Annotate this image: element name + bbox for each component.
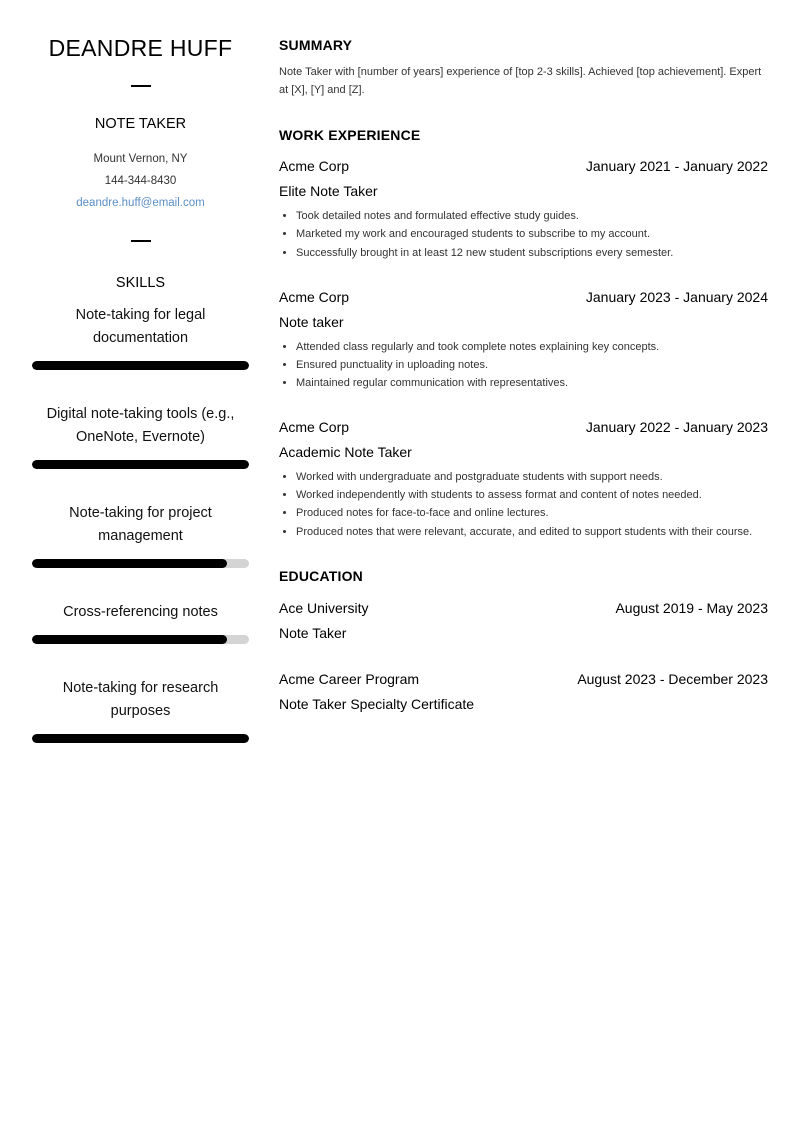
list-item: • Attended class regularly and took complete notes explaining key concepts. <box>296 338 768 356</box>
job-role: NOTE TAKER <box>94 116 187 132</box>
skill-level-bar <box>32 635 249 644</box>
sidebar <box>32 34 249 743</box>
school-name: Acme Career Program <box>279 670 420 687</box>
work-experience-heading: WORK EXPERIENCE <box>279 127 421 143</box>
skill-level-fill <box>32 734 249 743</box>
job-bullets <box>279 207 768 262</box>
job-dates: January 2022 - January 2023 <box>585 418 768 435</box>
degree: Note Taker <box>279 624 347 641</box>
skill-level-bar <box>32 734 249 743</box>
divider <box>131 240 151 242</box>
list-item: • Worked independently with students to assess format and content of notes needed. <box>296 486 768 504</box>
divider <box>131 85 151 87</box>
company-name: Acme Corp <box>279 158 350 174</box>
job-header <box>279 288 768 306</box>
skill-level-fill <box>32 559 227 568</box>
degree: Note Taker Specialty Certificate <box>279 695 475 712</box>
main-content <box>279 36 768 713</box>
list-item: • Worked with undergraduate and postgraduate students with support needs. <box>296 468 768 486</box>
skill-level-bar <box>32 460 249 469</box>
job-entry <box>279 157 768 262</box>
school-name: Ace University <box>279 599 369 616</box>
skill-name: Note-taking for legal documentation <box>75 307 206 346</box>
skill-level-bar <box>32 361 249 370</box>
education-dates: August 2019 - May 2023 <box>615 599 768 616</box>
skill-level-fill <box>32 635 227 644</box>
skill-item <box>32 601 249 644</box>
skill-item <box>32 502 249 568</box>
job-title: Note taker <box>279 313 344 330</box>
list-item: • Produced notes that were relevant, accurate, and edited to support students with their course. <box>296 523 768 541</box>
skill-item <box>32 403 249 469</box>
skill-name: Note-taking for project management <box>69 505 212 544</box>
job-dates: January 2023 - January 2024 <box>585 288 768 305</box>
education-dates: August 2023 - December 2023 <box>577 670 768 687</box>
skill-item <box>32 304 249 370</box>
list-item: • Maintained regular communication with representatives. <box>296 374 768 392</box>
job-title: Academic Note Taker <box>279 443 412 460</box>
list-item: • Ensured punctuality in uploading notes. <box>296 356 768 374</box>
skill-name: Digital note-taking tools (e.g., OneNote, Evernote) <box>46 406 235 445</box>
summary-text: Note Taker with [number of years] experience of [top 2-3 skills]. Achieved [top achievement]. Expert at [X], [Y] and [Z]. <box>279 66 762 96</box>
list-item: • Took detailed notes and formulated effective study guides. <box>296 207 768 225</box>
list-item: • Produced notes for face-to-face and online lectures. <box>296 504 768 522</box>
education-entry <box>279 599 768 642</box>
job-entry <box>279 288 768 393</box>
job-title: Elite Note Taker <box>279 183 378 199</box>
skill-name: Cross-referencing notes <box>63 604 218 620</box>
job-bullets <box>279 338 768 393</box>
job-entry <box>279 418 768 541</box>
skill-level-fill <box>32 460 249 469</box>
job-header <box>279 418 768 436</box>
job-bullets <box>279 468 768 541</box>
company-name: Acme Corp <box>279 418 350 435</box>
job-header <box>279 157 768 175</box>
education-header <box>279 670 768 688</box>
location: Mount Vernon, NY <box>93 153 188 165</box>
company-name: Acme Corp <box>279 288 350 305</box>
phone: 144-344-8430 <box>104 175 177 187</box>
education-header <box>279 599 768 617</box>
skill-name: Note-taking for research purposes <box>62 680 219 719</box>
skill-level-bar <box>32 559 249 568</box>
education-heading: EDUCATION <box>279 567 363 584</box>
email-link[interactable]: deandre.huff@email.com <box>76 197 205 209</box>
skills-heading: SKILLS <box>115 275 166 291</box>
education-entry <box>279 670 768 713</box>
skill-item <box>32 677 249 743</box>
job-dates: January 2021 - January 2022 <box>585 158 768 174</box>
list-item: • Marketed my work and encouraged students to subscribe to my account. <box>296 225 768 243</box>
skill-level-fill <box>32 361 249 370</box>
list-item: • Successfully brought in at least 12 new student subscriptions every semester. <box>296 244 768 262</box>
candidate-name: DEANDRE HUFF <box>48 35 233 61</box>
summary-heading: SUMMARY <box>279 37 353 53</box>
